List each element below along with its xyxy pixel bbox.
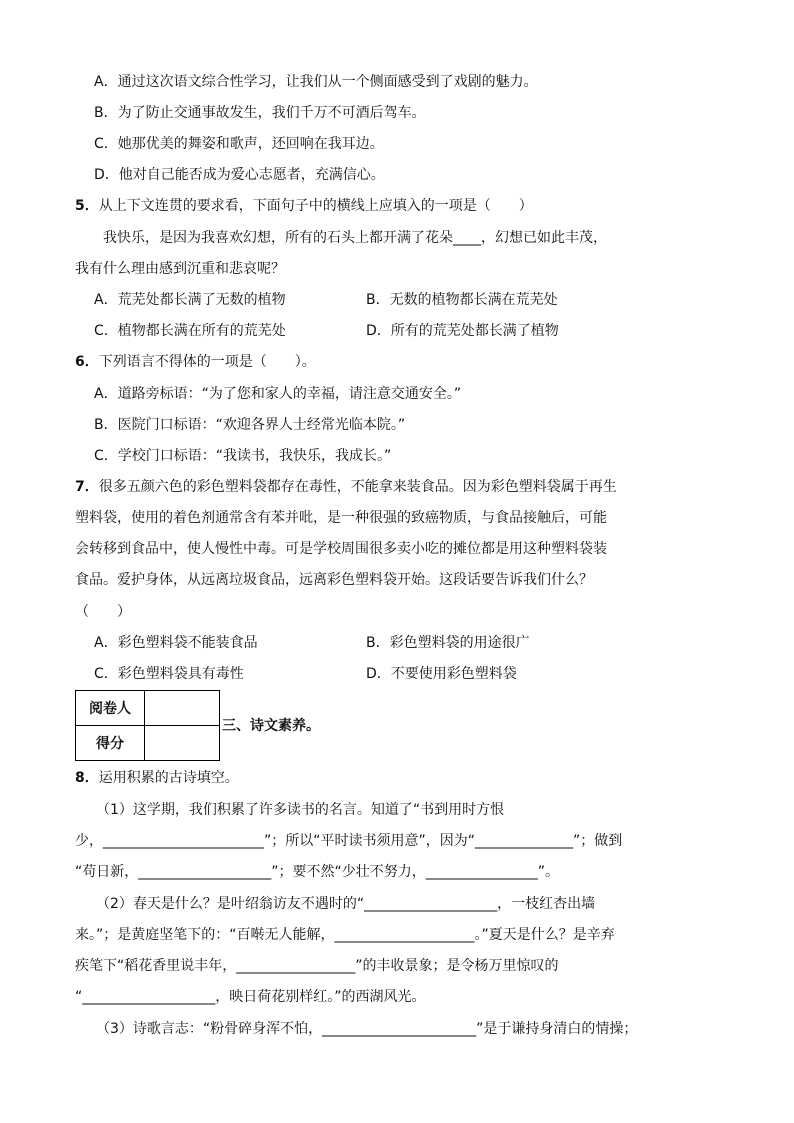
q6-option-b: B．医院门口标语：“欢迎各界人士经常光临本院。”: [94, 417, 406, 433]
q8-number: 8．: [75, 770, 99, 786]
q8-part1-line-3: “苟日新，___________________”；要不然“少壮不努力，________________”。: [75, 864, 560, 880]
q5-stem: 从上下文连贯的要求看，下面句子中的横线上应填入的一项是（ ）: [98, 198, 533, 214]
q7-line-3: 会转移到食品中，使人慢性中毒。可是学校周围很多卖小吃的摊位都是用这种塑料袋装: [75, 541, 607, 557]
section-3-title: 三、诗文素养。: [222, 718, 320, 734]
q7-line-1: [75, 478, 617, 496]
q8-stem: 运用积累的古诗填空。: [98, 770, 239, 786]
q5-option-a: A．荒芜处都长满了无数的植物: [94, 292, 286, 308]
score-field[interactable]: [145, 726, 220, 761]
q8-part2-line-4: “___________________，映日荷花别样红。”的西湖风光。: [75, 989, 426, 1005]
q8-part2-line-3: 疾笔下“稻花香里说丰年，_________________”的丰收景象；是令杨万里惊叹的: [75, 958, 559, 974]
q7-option-d: D．不要使用彩色塑料袋: [366, 666, 517, 682]
q7-answer-bracket: （ ）: [75, 604, 131, 620]
q7-line-4: 食品。爱护身体，从远离垃圾食品，远离彩色塑料袋开始。这段话要告诉我们什么？: [75, 572, 593, 588]
q5-passage-line-2: 我有什么理由感到沉重和悲哀呢？: [75, 261, 285, 277]
q8-part2-line-2: 来。”；是黄庭坚笔下的：“百啭无人能解，____________________。”夏天是什么？是辛弃: [75, 927, 615, 943]
q8-part1-line-1: （1）这学期，我们积累了许多读书的名言。知道了“书到用时方恨: [96, 802, 505, 818]
q4-option-d: D．他对自己能否成为爱心志愿者，充满信心。: [94, 167, 385, 183]
q8-part2-line-1: （2）春天是什么？是叶绍翁访友不遇时的“___________________，一枝红杏出墙: [96, 896, 596, 912]
score-label: 得分: [76, 726, 145, 761]
q6-stem: 下列语言不得体的一项是（ ）。: [98, 354, 316, 370]
q5-stem-line: [75, 197, 533, 215]
q7-option-b: B．彩色塑料袋的用途很广: [366, 635, 530, 651]
q7-text-1: 很多五颜六色的彩色塑料袋都存在毒性，不能拿来装食品。因为彩色塑料袋属于再生: [98, 479, 617, 495]
q8-stem-line: [75, 769, 239, 787]
q7-option-c: C．彩色塑料袋具有毒性: [94, 666, 244, 682]
q5-option-d: D．所有的荒芜处都长满了植物: [366, 323, 559, 339]
q6-stem-line: [75, 353, 316, 371]
q5-option-c: C．植物都长满在所有的荒芜处: [94, 323, 286, 339]
q4-option-c: C．她那优美的舞姿和歌声，还回响在我耳边。: [94, 136, 384, 152]
q8-part3-line-1: （3）诗歌言志：“粉骨碎身浑不怕，______________________”是于谦持身清白的情操；: [96, 1021, 638, 1037]
reviewer-label: 阅卷人: [76, 691, 145, 726]
q6-option-c: C．学校门口标语：“我读书，我快乐，我成长。”: [94, 448, 392, 464]
q6-option-a: A．道路旁标语：“为了您和家人的幸福，请注意交通安全。”: [94, 386, 462, 402]
q5-passage-line-1: 我快乐，是因为我喜欢幻想，所有的石头上都开满了花朵____，幻想已如此丰茂，: [103, 230, 607, 246]
q5-option-b: B．无数的植物都长满在荒芜处: [366, 292, 558, 308]
q7-number: 7．: [75, 479, 99, 495]
q7-line-2: 塑料袋，使用的着色剂通常含有苯并吡，是一种很强的致癌物质，与食品接触后，可能: [75, 510, 607, 526]
q8-part1-line-2: 少，_______________________”；所以“平时读书须用意”，因为“______________”；做到: [75, 833, 623, 849]
q4-option-b: B．为了防止交通事故发生，我们千万不可酒后驾车。: [94, 105, 426, 121]
score-table: [75, 690, 220, 761]
q4-option-a: A．通过这次语文综合性学习，让我们从一个侧面感受到了戏剧的魅力。: [94, 74, 538, 90]
q6-number: 6．: [75, 354, 99, 370]
q7-option-a: A．彩色塑料袋不能装食品: [94, 635, 258, 651]
reviewer-field[interactable]: [145, 691, 220, 726]
q5-number: 5．: [75, 198, 99, 214]
